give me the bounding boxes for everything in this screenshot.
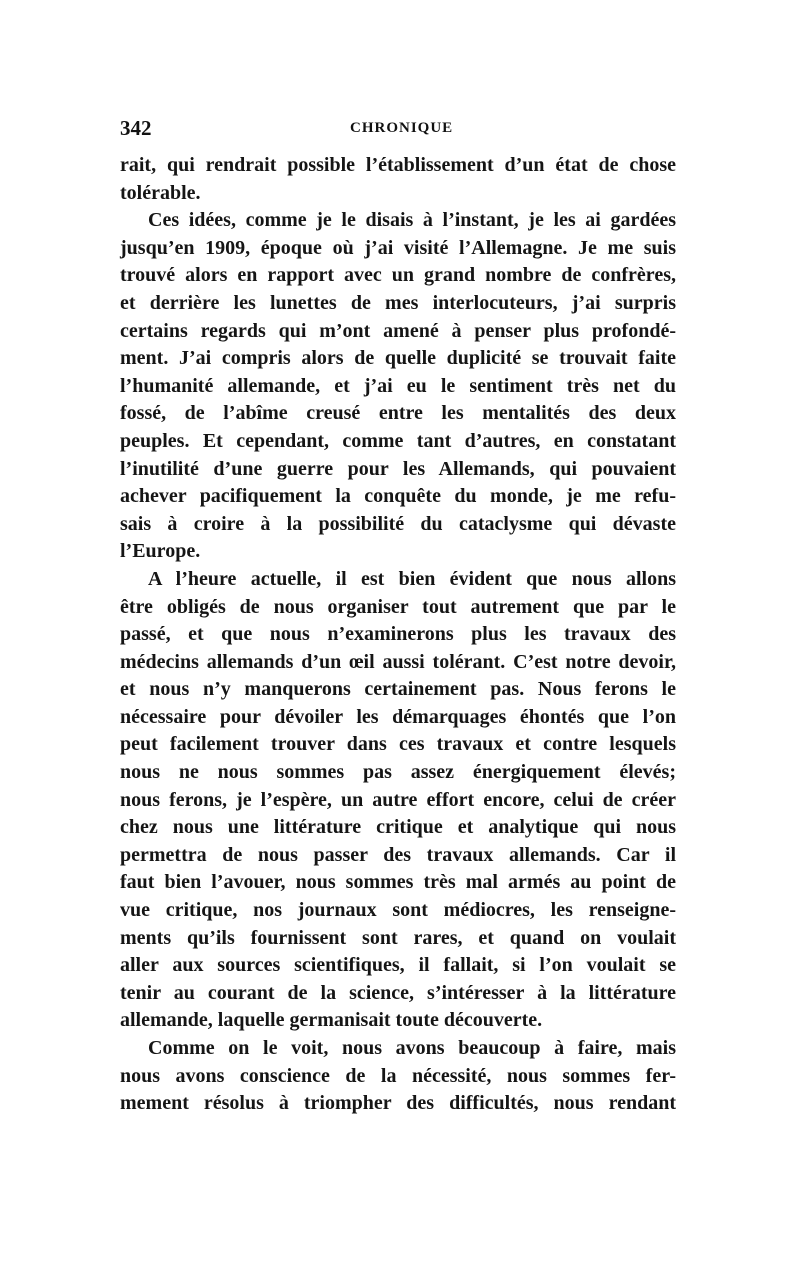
text-line: jusqu’en 1909, époque où j’ai visité l’Allemagne. Je me suis: [120, 236, 676, 259]
text-line: chez nous une littérature critique et analytique qui nous: [120, 816, 676, 839]
text-line: ments qu’ils fournissent sont rares, et quand on voulait: [120, 926, 676, 949]
text-line: nous ferons, je l’espère, un autre effort encore, celui de créer: [120, 788, 676, 811]
text-line: ment. J’ai compris alors de quelle duplicité se trouvait faite: [120, 347, 676, 370]
paragraph: [120, 152, 676, 207]
text-line: l’Europe.: [120, 540, 201, 563]
text-line: rait, qui rendrait possible l’établissement d’un état de chose: [120, 154, 676, 176]
paragraph: [120, 1035, 676, 1118]
text-line: permettra de nous passer des travaux allemands. Car il: [120, 843, 676, 866]
page-header: [120, 116, 676, 146]
paragraph: [120, 207, 676, 566]
text-line: et derrière les lunettes de mes interlocuteurs, j’ai surpris: [120, 291, 676, 314]
text-line: peut facilement trouver dans ces travaux et contre lesquels: [120, 733, 676, 756]
text-line: A l’heure actuelle, il est bien évident que nous allons: [148, 567, 676, 590]
paragraph: [120, 566, 676, 1035]
text-line: médecins allemands d’un œil aussi tolérant. C’est notre devoir,: [120, 650, 676, 673]
text-line: tenir au courant de la science, s’intéresser à la littérature: [120, 981, 676, 1004]
text-line: nous avons conscience de la nécessité, nous sommes fer-: [120, 1064, 676, 1087]
text-line: sais à croire à la possibilité du cataclysme qui dévaste: [120, 512, 676, 535]
text-line: passé, et que nous n’examinerons plus les travaux des: [120, 623, 676, 646]
text-line: nous ne nous sommes pas assez énergiquement élevés;: [120, 761, 676, 784]
text-line: faut bien l’avouer, nous sommes très mal armés au point de: [120, 871, 676, 894]
text-line: tolérable.: [120, 181, 201, 204]
text-line: allemande, laquelle germanisait toute découverte.: [120, 1009, 543, 1032]
text-line: nécessaire pour dévoiler les démarquages éhontés que l’on: [120, 705, 676, 728]
body-text: [120, 152, 676, 1118]
text-line: l’humanité allemande, et j’ai eu le sentiment très net du: [120, 374, 676, 397]
text-line: aller aux sources scientifiques, il fallait, si l’on voulait se: [120, 954, 676, 977]
page-number: 342: [120, 116, 152, 140]
text-line: certains regards qui m’ont amené à penser plus profondé-: [120, 319, 676, 342]
text-line: mement résolus à triompher des difficultés, nous rendant: [120, 1092, 676, 1115]
running-title: CHRONIQUE: [350, 120, 454, 136]
text-line: l’inutilité d’une guerre pour les Allemands, qui pouvaient: [120, 457, 676, 480]
text-line: peuples. Et cependant, comme tant d’autres, en constatant: [120, 429, 676, 452]
text-line: achever pacifiquement la conquête du monde, je me refu-: [120, 485, 676, 508]
text-line: être obligés de nous organiser tout autrement que par le: [120, 595, 676, 618]
text-line: Comme on le voit, nous avons beaucoup à faire, mais: [148, 1037, 676, 1059]
text-line: vue critique, nos journaux sont médiocres, les renseigne-: [120, 899, 676, 922]
text-line: et nous n’y manquerons certainement pas. Nous ferons le: [120, 678, 676, 701]
text-line: fossé, de l’abîme creusé entre les mentalités des deux: [120, 402, 676, 425]
text-line: Ces idées, comme je le disais à l’instant, je les ai gardées: [148, 209, 676, 232]
text-line: trouvé alors en rapport avec un grand nombre de confrères,: [120, 264, 676, 287]
